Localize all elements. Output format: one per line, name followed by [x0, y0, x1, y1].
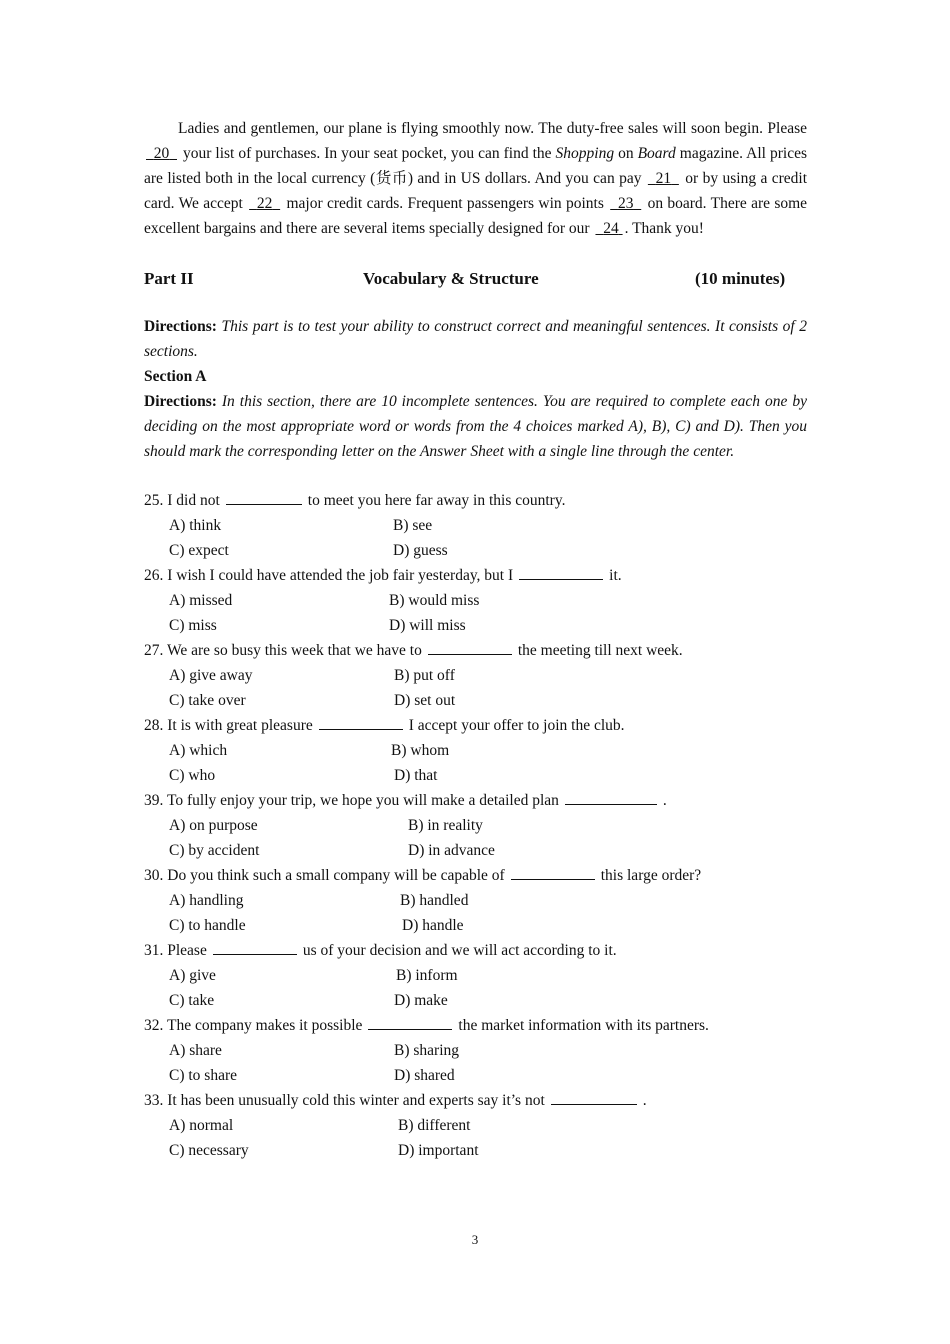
main-directions [144, 314, 807, 364]
option-c[interactable]: C) expect [169, 542, 229, 559]
answer-blank [319, 715, 403, 730]
option-a[interactable]: A) handling [169, 892, 244, 909]
option-b[interactable]: B) put off [394, 667, 455, 684]
question-stem [144, 1088, 807, 1113]
option-row [144, 763, 807, 788]
exam-page [144, 116, 807, 1163]
option-a[interactable]: A) give away [169, 667, 253, 684]
option-a[interactable]: A) missed [169, 592, 233, 609]
option-row [144, 663, 807, 688]
option-row [144, 1138, 807, 1163]
option-c[interactable]: C) who [169, 767, 216, 784]
option-c[interactable]: C) necessary [169, 1142, 249, 1159]
passage-paragraph [144, 116, 807, 241]
option-row [144, 1038, 807, 1063]
option-a[interactable]: A) share [169, 1042, 222, 1059]
directions-label: Directions: [144, 318, 217, 335]
option-a[interactable]: A) which [169, 742, 228, 759]
question-text: us of your decision and we will act according to it. [302, 942, 617, 959]
option-row [144, 738, 807, 763]
question-text: it. [609, 567, 622, 584]
question-text: . [642, 1092, 647, 1109]
option-row [144, 913, 807, 938]
passage-text: major credit cards. Frequent passengers win points [286, 195, 604, 212]
option-b[interactable]: B) in reality [408, 817, 483, 834]
question-text: I accept your offer to join the club. [408, 717, 625, 734]
blank-21: 21 [655, 170, 672, 187]
option-row [144, 813, 807, 838]
question-text: this large order? [600, 867, 702, 884]
option-b[interactable]: B) inform [396, 967, 458, 984]
option-d[interactable]: D) make [394, 992, 448, 1009]
part-time: (10 minutes) [695, 269, 786, 288]
question-text: 31. Please [144, 942, 207, 959]
answer-blank [368, 1015, 452, 1030]
option-a[interactable]: A) give [169, 967, 216, 984]
question-text: 26. I wish I could have attended the job fair yesterday, but I [144, 567, 514, 584]
question-text: 32. The company makes it possible [144, 1017, 363, 1034]
question-text: 33. It has been unusually cold this winter and experts say it’s not [144, 1092, 545, 1109]
question-stem [144, 638, 807, 663]
option-d[interactable]: D) in advance [408, 842, 495, 859]
part-label: Part II [144, 269, 194, 288]
option-row [144, 588, 807, 613]
option-row [144, 988, 807, 1013]
option-b[interactable]: B) handled [400, 892, 469, 909]
part-title: Vocabulary & Structure [363, 269, 539, 288]
option-c[interactable]: C) take over [169, 692, 246, 709]
option-row [144, 888, 807, 913]
option-row [144, 963, 807, 988]
passage-text: your list of purchases. In your seat pocket, you can find the [183, 145, 552, 162]
option-c[interactable]: C) by accident [169, 842, 260, 859]
option-row [144, 538, 807, 563]
option-row [144, 1063, 807, 1088]
passage-text: or by using a credit card. We accept [144, 170, 808, 212]
question-stem [144, 713, 807, 738]
directions-text: In this section, there are 10 incomplete sentences. You are required to complete each one by deciding on the most appropriate word or words from the 4 choices marked A), B), C) and D). Then you should mark the corresponding letter on the Answer Sheet with a single line through the center. [144, 393, 808, 460]
blank-20: 20 [153, 145, 170, 162]
option-d[interactable]: D) will miss [389, 617, 466, 634]
question-text: 30. Do you think such a small company will be capable of [144, 867, 505, 884]
option-a[interactable]: A) normal [169, 1117, 234, 1134]
answer-blank [519, 565, 603, 580]
option-row [144, 613, 807, 638]
question-list [144, 488, 807, 1163]
answer-blank [213, 940, 297, 955]
page-number: 3 [471, 1232, 479, 1247]
option-b[interactable]: B) see [393, 517, 433, 534]
question-stem [144, 1013, 807, 1038]
blank-24: 24 [603, 220, 619, 237]
option-c[interactable]: C) to handle [169, 917, 246, 934]
option-c[interactable]: C) take [169, 992, 215, 1009]
question-text: the meeting till next week. [517, 642, 683, 659]
answer-blank [428, 640, 512, 655]
question-stem [144, 863, 807, 888]
passage-text: Ladies and gentlemen, our plane is flying smoothly now. The duty-free sales will soon begin. Please [178, 120, 807, 137]
answer-blank [551, 1090, 637, 1105]
question-text: 25. I did not [144, 492, 220, 509]
option-d[interactable]: D) set out [394, 692, 456, 709]
option-row [144, 1113, 807, 1138]
option-c[interactable]: C) miss [169, 617, 217, 634]
part-header [144, 264, 807, 294]
question-text: 28. It is with great pleasure [144, 717, 313, 734]
option-d[interactable]: D) shared [394, 1067, 455, 1084]
passage-text: on [618, 145, 634, 162]
answer-blank [226, 490, 302, 505]
answer-blank [565, 790, 657, 805]
passage-text: magazine. All prices are listed both in the local currency (货币) and in US dollars. And you can pay [144, 145, 807, 187]
question-stem [144, 938, 807, 963]
question-stem [144, 563, 807, 588]
question-text: the market information with its partners. [458, 1017, 709, 1034]
option-b[interactable]: B) whom [391, 742, 450, 759]
option-row [144, 688, 807, 713]
option-b[interactable]: B) sharing [394, 1042, 460, 1059]
option-c[interactable]: C) to share [169, 1067, 238, 1084]
option-d[interactable]: D) handle [402, 917, 464, 934]
option-d[interactable]: D) guess [393, 542, 448, 559]
question-stem [144, 488, 807, 513]
question-text: 27. We are so busy this week that we have to [144, 642, 422, 659]
option-d[interactable]: D) that [394, 767, 438, 784]
option-b[interactable]: B) different [398, 1117, 471, 1134]
magazine-name: Board [637, 145, 676, 162]
blank-22: 22 [256, 195, 273, 212]
passage-text: on board. There are some excellent bargains and there are several items specially designed for our [144, 195, 808, 237]
directions-text: This part is to test your ability to construct correct and meaningful sentences. It consists of 2 sections. [144, 318, 808, 360]
question-text: to meet you here far away in this country. [307, 492, 566, 509]
section-a-title: Section A [144, 368, 207, 385]
blank-23: 23 [617, 195, 634, 212]
option-a[interactable]: A) think [169, 517, 222, 534]
section-a-directions [144, 389, 807, 464]
passage-text: . Thank you! [624, 220, 704, 237]
option-b[interactable]: B) would miss [389, 592, 480, 609]
magazine-name: Shopping [555, 145, 615, 162]
answer-blank [511, 865, 595, 880]
question-stem [144, 788, 807, 813]
directions-label: Directions: [144, 393, 217, 410]
option-d[interactable]: D) important [398, 1142, 479, 1159]
question-text: 39. To fully enjoy your trip, we hope you will make a detailed plan [144, 792, 559, 809]
question-text: . [662, 792, 667, 809]
option-row [144, 513, 807, 538]
option-a[interactable]: A) on purpose [169, 817, 258, 834]
option-row [144, 838, 807, 863]
